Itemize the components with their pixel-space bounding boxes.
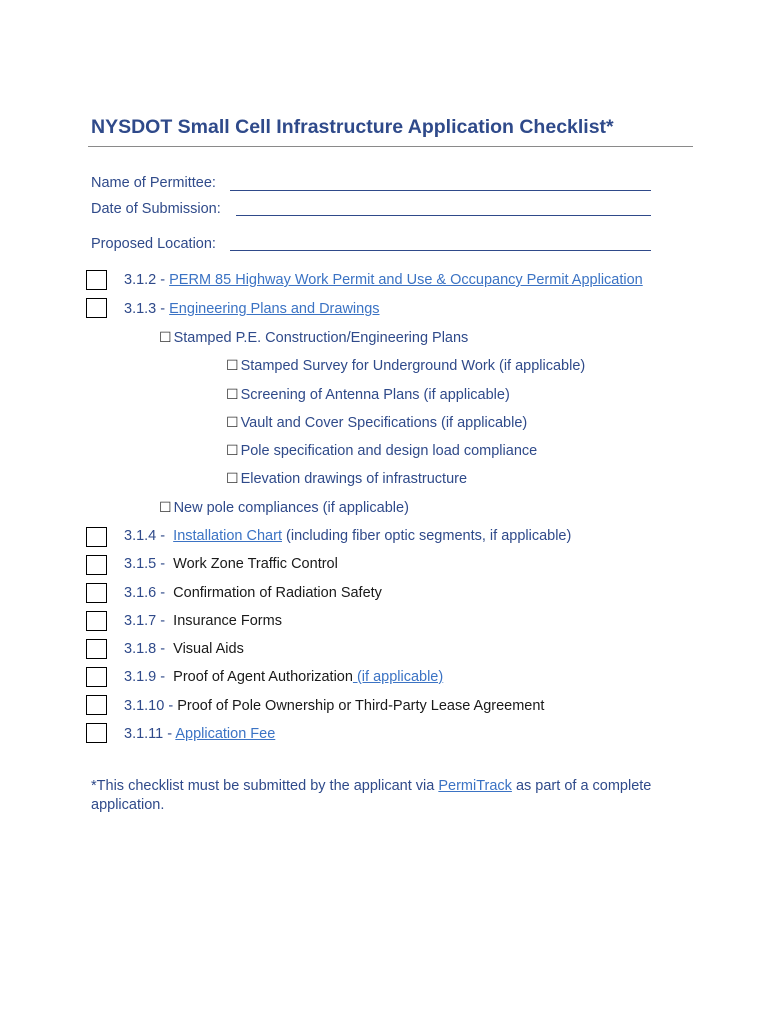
item-number: 3.1.10 - xyxy=(124,698,178,714)
checkbox-3-1-2[interactable] xyxy=(86,270,107,290)
list-item-3-1-7: 3.1.7 - Insurance Forms xyxy=(124,613,282,629)
checkbox-3-1-9[interactable] xyxy=(86,667,107,687)
item-number: 3.1.2 - xyxy=(124,272,170,288)
list-item-3-1-4: 3.1.4 - Installation Chart (including fiber optic segments, if applicable) xyxy=(124,528,572,544)
permittee-label: Name of Permittee: xyxy=(91,175,216,191)
submission-date-label: Date of Submission: xyxy=(91,201,221,217)
subitem-stamped-pe: ☐ Stamped P.E. Construction/Engineering Plans xyxy=(159,329,469,346)
empty-checkbox-icon: ☐ xyxy=(226,442,239,458)
list-item-3-1-6: 3.1.6 - Confirmation of Radiation Safety xyxy=(124,585,382,601)
footnote: *This checklist must be submitted by the applicant via PermiTrack as part of a complete application. xyxy=(91,778,652,813)
permittee-field[interactable] xyxy=(230,190,651,191)
item-number: 3.1.6 - xyxy=(124,585,170,601)
item-number: 3.1.11 - xyxy=(124,726,176,742)
list-item-3-1-10: 3.1.10 - Proof of Pole Ownership or Third-Party Lease Agreement xyxy=(124,698,545,714)
checkbox-3-1-10[interactable] xyxy=(86,695,107,715)
checkbox-3-1-7[interactable] xyxy=(86,611,107,631)
checkbox-3-1-6[interactable] xyxy=(86,583,107,603)
installation-chart-link[interactable]: Installation Chart xyxy=(173,528,282,544)
list-item-3-1-5: 3.1.5 - Work Zone Traffic Control xyxy=(124,556,338,572)
engineering-plans-link[interactable]: Engineering Plans and Drawings xyxy=(169,301,380,317)
item-number: 3.1.5 - xyxy=(124,556,170,572)
item-number: 3.1.9 - xyxy=(124,669,170,685)
item-number: 3.1.8 - xyxy=(124,641,170,657)
permitrack-link[interactable]: PermiTrack xyxy=(438,778,512,794)
submission-date-field[interactable] xyxy=(236,215,651,216)
list-item-3-1-9: 3.1.9 - Proof of Agent Authorization (if applicable) xyxy=(124,669,444,685)
item-number: 3.1.4 - xyxy=(124,528,170,544)
checkbox-3-1-5[interactable] xyxy=(86,555,107,575)
subitem-elevation: ☐ Elevation drawings of infrastructure xyxy=(226,470,468,487)
subitem-pole-spec: ☐ Pole specification and design load compliance xyxy=(226,442,538,459)
empty-checkbox-icon: ☐ xyxy=(226,470,239,486)
subitem-new-pole: ☐ New pole compliances (if applicable) xyxy=(159,499,409,516)
location-label: Proposed Location: xyxy=(91,236,216,252)
empty-checkbox-icon: ☐ xyxy=(159,329,172,345)
perm85-link[interactable]: PERM 85 Highway Work Permit and Use & Occupancy Permit Application xyxy=(169,272,643,288)
application-fee-link[interactable]: Application Fee xyxy=(175,726,276,742)
title-divider xyxy=(88,146,693,147)
subitem-survey: ☐ Stamped Survey for Underground Work (if applicable) xyxy=(226,357,586,374)
empty-checkbox-icon: ☐ xyxy=(226,357,239,373)
list-item-3-1-11 xyxy=(124,726,275,742)
page-title: NYSDOT Small Cell Infrastructure Application Checklist* xyxy=(91,116,614,138)
subitem-antenna: ☐ Screening of Antenna Plans (if applicable) xyxy=(226,386,510,403)
empty-checkbox-icon: ☐ xyxy=(226,386,239,402)
list-item-3-1-2 xyxy=(124,272,643,288)
list-item-3-1-8: 3.1.8 - Visual Aids xyxy=(124,641,244,657)
agent-authorization-link[interactable]: (if applicable) xyxy=(352,669,444,685)
subitem-vault: ☐ Vault and Cover Specifications (if applicable) xyxy=(226,414,528,431)
empty-checkbox-icon: ☐ xyxy=(226,414,239,430)
checkbox-3-1-3[interactable] xyxy=(86,298,107,318)
checkbox-3-1-8[interactable] xyxy=(86,639,107,659)
checkbox-3-1-4[interactable] xyxy=(86,527,107,547)
location-field[interactable] xyxy=(230,250,651,251)
item-number: 3.1.3 - xyxy=(124,301,170,317)
empty-checkbox-icon: ☐ xyxy=(159,499,172,515)
checkbox-3-1-11[interactable] xyxy=(86,723,107,743)
item-number: 3.1.7 - xyxy=(124,613,170,629)
list-item-3-1-3 xyxy=(124,301,380,317)
